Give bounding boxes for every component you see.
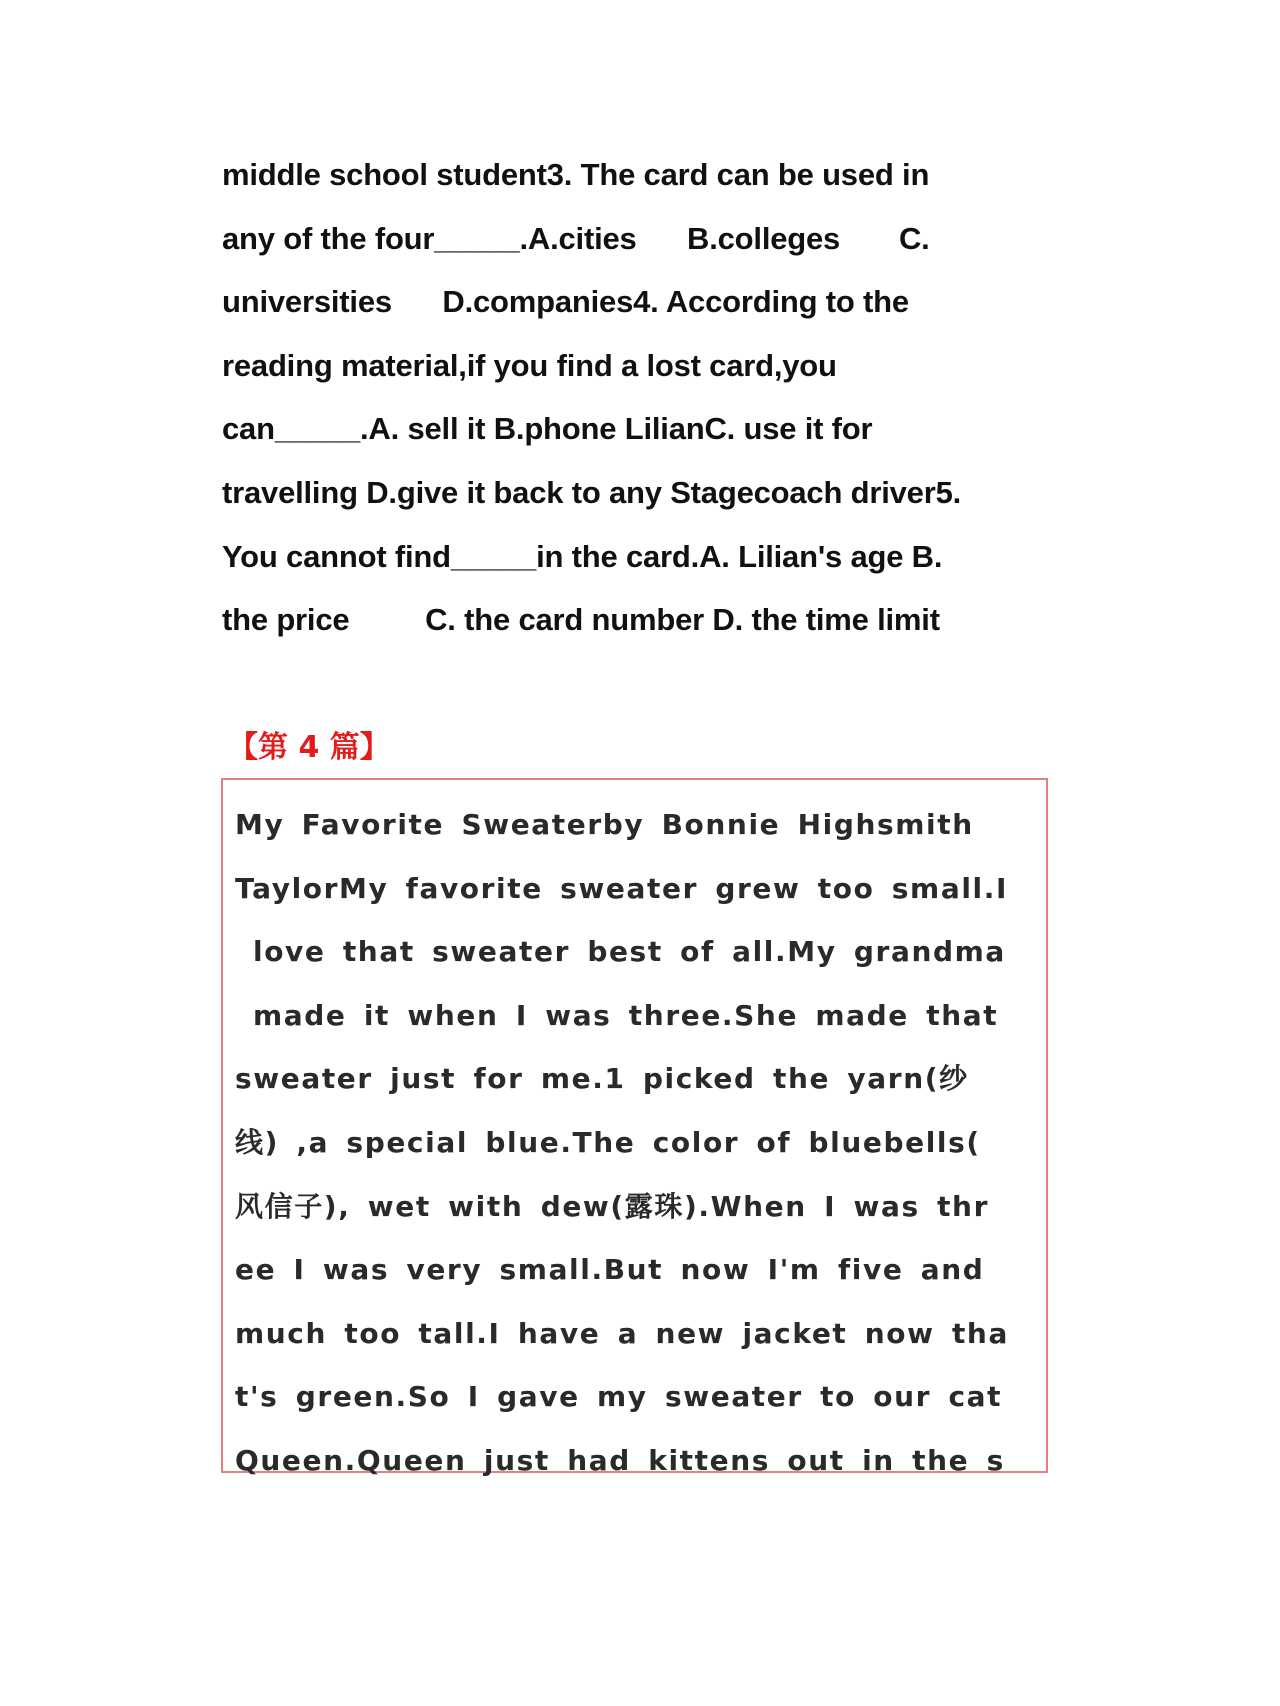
passage-line: ee I was very small.But now I'm five and [235,1253,985,1287]
question-line: You cannot find_____in the card.A. Lilian's age B. [222,538,943,574]
passage-line: TaylorMy favorite sweater grew too small.I [235,871,1008,905]
passage-line: 线) ,a special blue.The color of bluebells( [235,1125,981,1159]
passage-text [235,793,1040,1493]
passage-line: My Favorite Sweaterby Bonnie Highsmith [235,808,974,841]
question-line: travelling D.give it back to any Stagecoach driver5. [222,474,962,510]
passage-line: made it when I was three.She made that [253,998,999,1032]
question-line: any of the four_____.A.cities B.colleges C. [222,220,930,256]
passage-line: love that sweater best of all.My grandma [253,935,1006,969]
passage-line: sweater just for me.1 picked the yarn(纱 [235,1062,969,1096]
question-text-block [222,143,1062,652]
passage-line: t's green.So I gave my sweater to our cat [235,1380,1003,1414]
passage-line: Queen.Queen just had kittens out in the s [235,1443,1005,1477]
passage-line: much too tall.I have a new jacket now tha [235,1316,1009,1350]
question-line: universities D.companies4. According to the [222,284,909,320]
question-line: can_____.A. sell it B.phone LilianC. use it for [222,411,873,447]
question-line: reading material,if you find a lost card,you [222,347,837,383]
passage-box [221,778,1048,1477]
question-line: middle school student3. The card can be used in [222,157,930,192]
section-heading: 【第 4 篇】 [228,730,390,765]
question-line: the price C. the card number D. the time limit [222,602,940,638]
passage-line: 风信子), wet with dew(露珠).When I was thr [235,1189,989,1223]
